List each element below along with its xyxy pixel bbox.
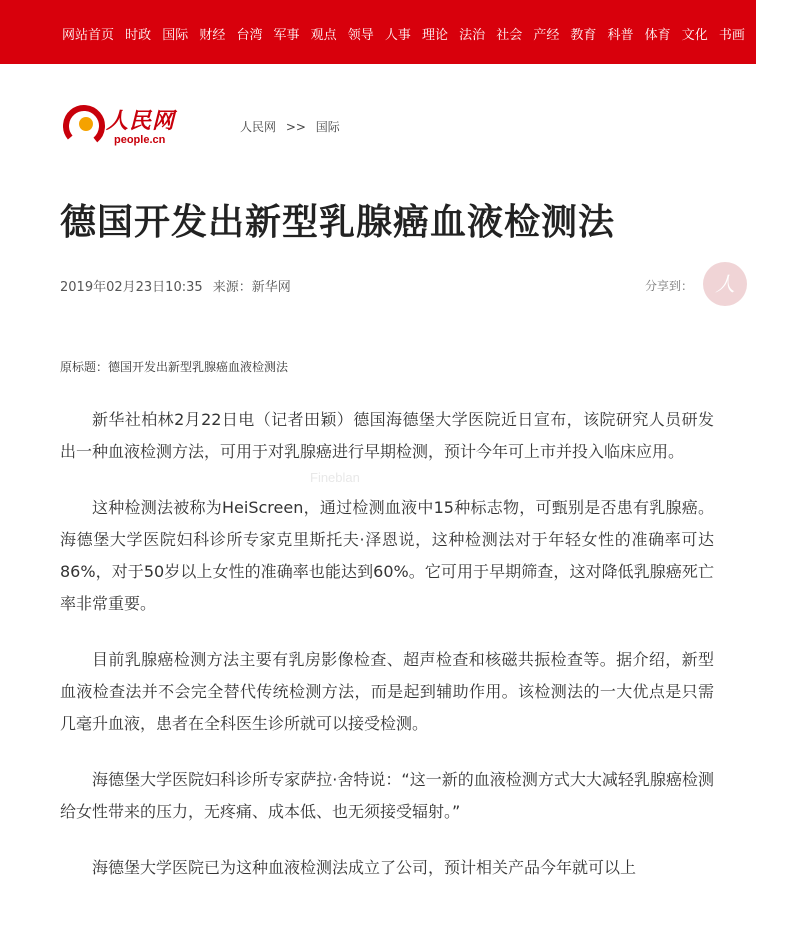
- nav-item-personnel[interactable]: 人事: [384, 28, 411, 43]
- article-paragraph: 海德堡大学医院已为这种血液检测法成立了公司，预计相关产品今年就可以上: [92, 858, 637, 877]
- top-nav-bar: [0, 0, 782, 64]
- source-link[interactable]: 新华网: [251, 280, 291, 295]
- nav-item-realestate[interactable]: 房产: [755, 28, 782, 43]
- nav-item-theory[interactable]: 理论: [421, 28, 448, 43]
- watermark-text: Fineblan: [310, 470, 360, 485]
- source-label: 来源：: [212, 280, 252, 295]
- original-title: 原标题：德国开发出新型乳腺癌血液检测法: [60, 360, 289, 374]
- nav-item-education[interactable]: 教育: [570, 28, 597, 43]
- nav-item-calligraphy[interactable]: 书画: [718, 28, 745, 43]
- nav-item-science[interactable]: 科普: [607, 28, 634, 43]
- nav-item-home[interactable]: 网站首页: [62, 28, 115, 43]
- nav-item-culture[interactable]: 文化: [681, 28, 708, 43]
- publish-datetime: 2019年02月23日10:35: [60, 280, 203, 295]
- article-paragraph: 海德堡大学医院妇科诊所专家萨拉·舍特说：“这一新的血液检测方式大大减轻乳腺癌检测给女性带来的压力，无疼痛、成本低、也无须接受辐射。”: [60, 770, 714, 821]
- nav-item-society[interactable]: 社会: [496, 28, 523, 43]
- breadcrumb-separator: >>: [285, 120, 306, 134]
- nav-item-industry[interactable]: 产经: [533, 28, 560, 43]
- nav-item-finance[interactable]: 财经: [199, 28, 226, 43]
- top-nav-list: [62, 24, 788, 45]
- logo-text: 人民网: [106, 108, 176, 134]
- share-icon-glyph: 人: [715, 272, 735, 296]
- article-paragraph: 这种检测法被称为HeiScreen，通过检测血液中15种标志物，可甄别是否患有乳腺癌。海德堡大学医院妇科诊所专家克里斯托夫·泽恩说，这种检测法对于年轻女性的准确率可达86%，对于50岁以上女性的准确率也能达到60%。它可用于早期筛查，这对降低乳腺癌死亡率非常重要。: [60, 498, 714, 613]
- share-people-icon[interactable]: [703, 262, 747, 306]
- breadcrumb-section[interactable]: 国际: [315, 120, 340, 134]
- logo-subtext: people.cn: [114, 134, 166, 146]
- nav-item-sports[interactable]: 体育: [644, 28, 671, 43]
- breadcrumb: [240, 118, 346, 135]
- site-logo[interactable]: [62, 104, 202, 150]
- article-body: [60, 404, 714, 908]
- nav-item-law[interactable]: 法治: [459, 28, 486, 43]
- breadcrumb-home[interactable]: 人民网: [240, 120, 277, 134]
- article-meta: [60, 276, 297, 295]
- article-paragraph: 新华社柏林2月22日电（记者田颖）德国海德堡大学医院近日宣布，该院研究人员研发出一种血液检测方法，可用于对乳腺癌进行早期检测，预计今年可上市并投入临床应用。: [60, 410, 714, 461]
- nav-item-taiwan[interactable]: 台湾: [236, 28, 263, 43]
- nav-item-military[interactable]: 军事: [273, 28, 300, 43]
- article-paragraph: 目前乳腺癌检测方法主要有乳房影像检查、超声检查和核磁共振检查等。据介绍，新型血液检查法并不会完全替代传统检测方法，而是起到辅助作用。该检测法的一大优点是只需几毫升血液，患者在全科医生诊所就可以接受检测。: [60, 650, 714, 733]
- nav-item-opinion[interactable]: 观点: [310, 28, 337, 43]
- nav-item-leaders[interactable]: 领导: [347, 28, 374, 43]
- share-label: 分享到：: [645, 279, 694, 293]
- logo-swirl-icon: [62, 104, 106, 148]
- article-title: 德国开发出新型乳腺癌血液检测法: [60, 202, 616, 243]
- nav-item-international[interactable]: 国际: [162, 28, 189, 43]
- nav-item-politics[interactable]: 时政: [125, 28, 152, 43]
